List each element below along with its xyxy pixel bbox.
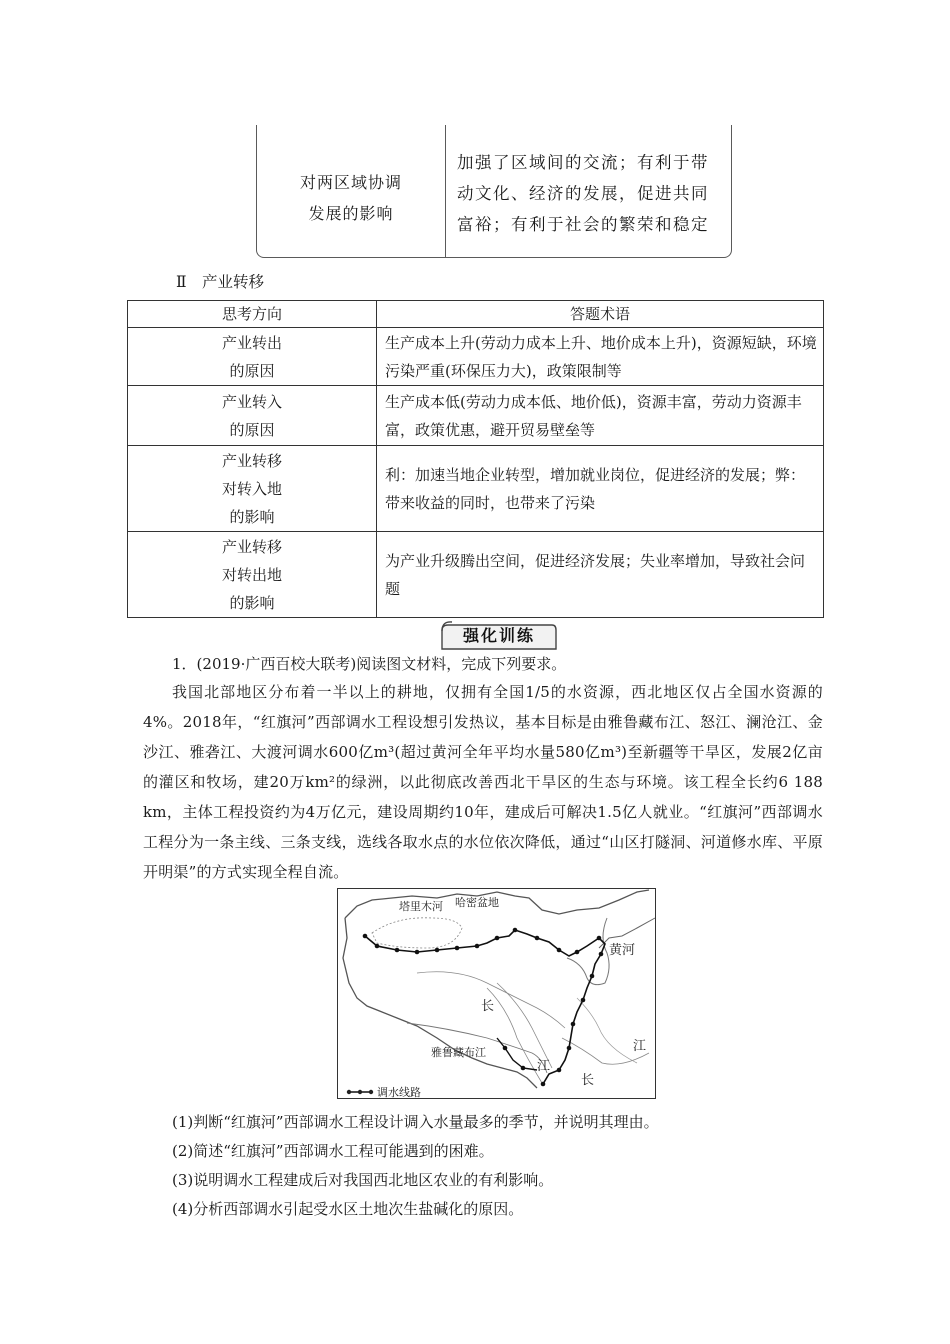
label-chang-2: 长	[581, 1072, 595, 1087]
terms-cell: 为产业升级腾出空间，促进经济发展；失业率增加，导致社会问题	[377, 532, 824, 618]
direction-cell: 产业转出 的原因	[128, 328, 377, 386]
direction-cell: 产业转入 的原因	[128, 386, 377, 446]
sub-question-1: (1)判断“红旗河”西部调水工程设计调入水量最多的季节，并说明其理由。	[172, 1113, 659, 1131]
box-content: 加强了区域间的交流；有利于带动文化、经济的发展，促进共同富裕；有利于社会的繁荣和稳定	[457, 153, 709, 234]
table-row	[128, 532, 824, 618]
map-figure	[337, 888, 656, 1099]
terms-cell: 利：加速当地企业转型，增加就业岗位，促进经济的发展；弊：带来收益的同时，也带来了污染	[377, 446, 824, 532]
label-chang-1: 长	[481, 998, 495, 1013]
header-direction: 思考方向	[128, 301, 377, 328]
direction-cell: 产业转移 对转入地 的影响	[128, 446, 377, 532]
table-row	[128, 328, 824, 386]
label-jiang-2: 江	[633, 1038, 647, 1053]
banner-title: 强化训练	[462, 626, 535, 645]
label-yellow-river: 黄河	[609, 942, 636, 957]
table-row	[128, 446, 824, 532]
header-terms: 答题术语	[377, 301, 824, 328]
label-tarim: 塔里木河	[399, 901, 443, 913]
label-yarlung: 雅鲁藏布江	[431, 1047, 486, 1059]
box-divider	[445, 125, 446, 257]
terms-cell: 生产成本低(劳动力成本低、地价低)，资源丰富，劳动力资源丰富，政策优惠，避开贸易壁垒等	[377, 386, 824, 446]
box-label: 对两区域协调 发展的影响	[299, 173, 402, 223]
direction-cell: 产业转移 对转出地 的影响	[128, 532, 377, 618]
legend-label: 调水线路	[377, 1087, 421, 1099]
terms-cell: 生产成本上升(劳动力成本上升、地价成本上升)，资源短缺，环境污染严重(环保压力大)，政策限制等	[377, 328, 824, 386]
table-row	[128, 386, 824, 446]
sub-question-3: (3)说明调水工程建成后对我国西北地区农业的有利影响。	[172, 1171, 554, 1189]
water-diversion-map	[337, 888, 656, 1099]
industry-transfer-table	[127, 300, 824, 618]
label-hami: 哈密盆地	[455, 897, 499, 909]
sub-question-4: (4)分析西部调水引起受水区土地次生盐碱化的原因。	[172, 1200, 524, 1218]
label-jiang-1: 江	[537, 1058, 551, 1073]
table-header-row	[128, 301, 824, 328]
question-intro: 1．(2019·广西百校大联考)阅读图文材料，完成下列要求。	[172, 655, 567, 673]
top-summary-box	[256, 125, 732, 258]
question-material: 我国北部地区分布着一半以上的耕地，仅拥有全国1/5的水资源，西北地区仅占全国水资源的4%。2018年，“红旗河”西部调水工程设想引发热议，基本目标是由雅鲁藏布江、怒江、澜沧江、金沙江、雅砻江、大渡河调水600亿m³(超过黄河全年平均水量580亿m³)至新疆等干旱区，发展2亿亩的灌区和牧场，建20万km²的绿洲，以此彻底改善西北干旱区的生态与环境。该工程全长约6 188 km，主体工程投资约为4万亿元，建设周期约10年，建成后可解决1.5亿人就业。“红旗河”西部调水工程分为一条主线、三条支线，选线各取水点的水位依次降低，通过“山区打隧洞、河道修水库、平原开明渠”的方式实现全程自流。	[143, 683, 823, 881]
sub-question-2: (2)简述“红旗河”西部调水工程可能遇到的困难。	[172, 1142, 494, 1160]
section-heading: Ⅱ 产业转移	[176, 273, 265, 291]
training-banner	[440, 621, 558, 651]
